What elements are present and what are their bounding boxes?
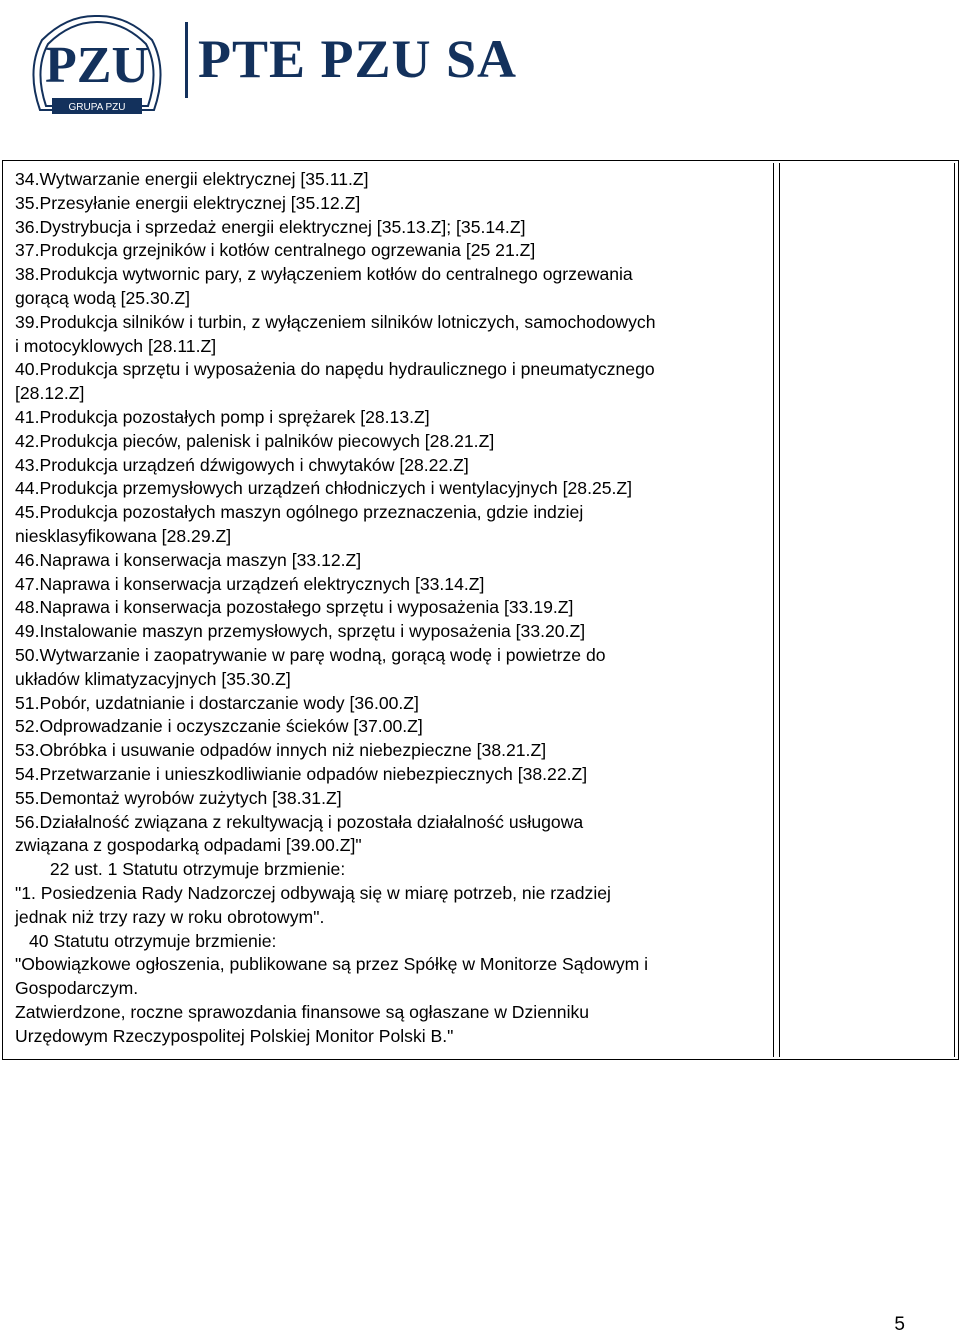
page-header (0, 0, 960, 140)
list-item: 43.Produkcja urządzeń dźwigowych i chwytaków [28.22.Z] (15, 454, 469, 475)
list-item: 35.Przesyłanie energii elektrycznej [35.12.Z] (15, 192, 361, 213)
list-item-continuation: i motocyklowych [28.11.Z] (15, 335, 217, 356)
list-item: 40.Produkcja sprzętu i wyposażenia do napędu hydraulicznego i pneumatycznego (15, 359, 655, 380)
paragraph-22-heading-text: 22 ust. 1 Statutu otrzymuje brzmienie: (45, 859, 346, 880)
paragraph-22-heading (15, 858, 773, 882)
list-item: 51.Pobór, uzdatnianie i dostarczanie wody [36.00.Z] (15, 692, 419, 713)
list-item: 44.Produkcja przemysłowych urządzeń chłodniczych i wentylacyjnych [28.25.Z] (15, 478, 633, 499)
header-divider (185, 22, 188, 98)
paragraph-22-line: "1. Posiedzenia Rady Nadzorczej odbywają się w miarę potrzeb, nie rzadziej (15, 882, 611, 903)
list-item: 42.Produkcja pieców, palenisk i palników piecowych [28.21.Z] (15, 430, 495, 451)
list-item: 34.Wytwarzanie energii elektrycznej [35.11.Z] (15, 169, 369, 189)
list-item: 37.Produkcja grzejników i kotłów centralnego ogrzewania [25 21.Z] (15, 240, 536, 261)
list-item: 46.Naprawa i konserwacja maszyn [33.12.Z] (15, 549, 362, 570)
list-item-continuation: [28.12.Z] (15, 383, 85, 404)
brand-name: PTE PZU SA (198, 29, 518, 89)
content-table (2, 160, 959, 1060)
list-item: 45.Produkcja pozostałych maszyn ogólnego przeznaczenia, gdzie indziej (15, 502, 584, 523)
list-item-continuation: układów klimatyzacyjnych [35.30.Z] (15, 668, 291, 689)
list-item: 54.Przetwarzanie i unieszkodliwianie odpadów niebezpiecznych [38.22.Z] (15, 763, 588, 784)
list-item: 41.Produkcja pozostałych pomp i sprężarek [28.13.Z] (15, 406, 430, 427)
paragraph-40-heading (15, 930, 773, 954)
document-text (15, 168, 773, 1048)
list-item: 49.Instalowanie maszyn przemysłowych, sprzętu i wyposażenia [33.20.Z] (15, 621, 586, 642)
list-item: 36.Dystrybucja i sprzedaż energii elektrycznej [35.13.Z]; [35.14.Z] (15, 216, 526, 237)
list-item: 47.Naprawa i konserwacja urządzeń elektrycznych [33.14.Z] (15, 573, 485, 594)
paragraph-40-line: Zatwierdzone, roczne sprawozdania finansowe są ogłaszane w Dzienniku (15, 1001, 590, 1022)
list-item: 52.Odprowadzanie i oczyszczanie ścieków [37.00.Z] (15, 716, 423, 737)
list-item: 38.Produkcja wytwornic pary, z wyłączeniem kotłów do centralnego ogrzewania (15, 264, 633, 285)
list-item: 48.Naprawa i konserwacja pozostałego sprzętu i wyposażenia [33.19.Z] (15, 597, 574, 618)
paragraph-40-line: Urzędowym Rzeczypospolitej Polskiej Monitor Polski B." (15, 1025, 454, 1046)
paragraph-22-line: jednak niż trzy razy w roku obrotowym". (15, 906, 325, 927)
list-item: 39.Produkcja silników i turbin, z wyłączeniem silników lotniczych, samochodowych (15, 311, 656, 332)
logo-text: PZU (45, 37, 149, 94)
list-item: 56.Działalność związana z rekultywacją i pozostała działalność usługowa (15, 811, 584, 832)
page-number: 5 (894, 1314, 905, 1335)
list-item-continuation: gorącą wodą [25.30.Z] (15, 287, 191, 308)
paragraph-40-line: Gospodarczym. (15, 978, 139, 999)
pzu-logo-icon (22, 10, 172, 128)
list-item: 55.Demontaż wyrobów zużytych [38.31.Z] (15, 787, 342, 808)
list-item-continuation: związana z gospodarką odpadami [39.00.Z]" (15, 835, 362, 856)
table-cell-empty (779, 163, 955, 1057)
logo-subtext: GRUPA PZU (68, 102, 126, 113)
list-item: 53.Obróbka i usuwanie odpadów innych niż niebezpieczne [38.21.Z] (15, 740, 547, 761)
list-item-continuation: niesklasyfikowana [28.29.Z] (15, 525, 232, 546)
list-item: 50.Wytwarzanie i zaopatrywanie w parę wodną, gorącą wodę i powietrze do (15, 644, 606, 665)
paragraph-40-line: "Obowiązkowe ogłoszenia, publikowane są przez Spółkę w Monitorze Sądowym i (15, 954, 649, 975)
paragraph-40-heading-text: 40 Statutu otrzymuje brzmienie: (29, 930, 277, 951)
